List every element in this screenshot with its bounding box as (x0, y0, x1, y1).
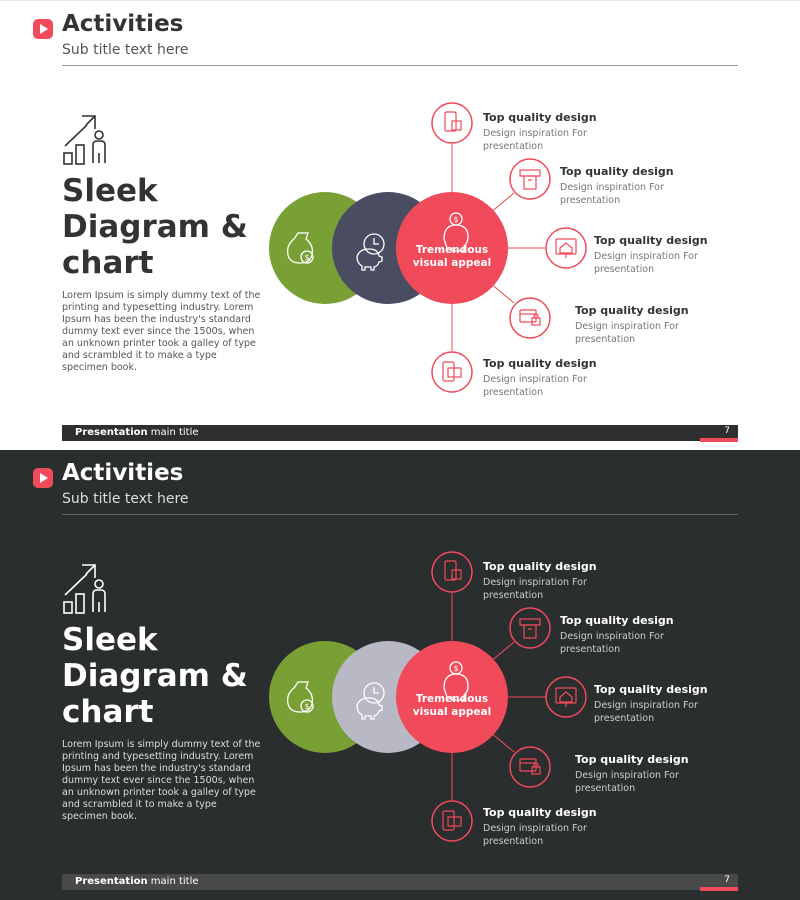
footer-title (75, 427, 199, 438)
node-title-5: Top quality design (483, 806, 597, 819)
node-desc-1: Design inspiration For presentation (483, 128, 587, 152)
center-label-line-1: Tremendous (415, 244, 489, 256)
page-number: 7 (724, 875, 730, 885)
svg-text:$: $ (453, 215, 459, 224)
node-title-2: Top quality design (560, 614, 674, 627)
center-label (398, 693, 506, 719)
center-label-line-2: visual appeal (412, 257, 492, 269)
heading-line-1: Sleek (62, 173, 158, 209)
slide-dark (0, 450, 800, 900)
node-circle-4 (510, 298, 550, 338)
footer-bar (62, 425, 738, 441)
node-circle-4 (510, 747, 550, 787)
node-desc-3: Design inspiration For presentation (594, 251, 698, 275)
slide-title: Activities (62, 460, 184, 486)
footer-title (75, 876, 199, 887)
heading-line-2: Diagram & (62, 658, 248, 694)
node-title-3: Top quality design (594, 683, 708, 696)
node-circle-5 (432, 801, 472, 841)
footer-title-rest: main title (147, 427, 199, 438)
node-title-2: Top quality design (560, 165, 674, 178)
footer-bar (62, 874, 738, 890)
page-accent-bar (700, 887, 738, 891)
node-title-4: Top quality design (575, 304, 689, 317)
venn-diagram (0, 1, 800, 450)
page-number: 7 (724, 426, 730, 436)
node-title-5: Top quality design (483, 357, 597, 370)
node-desc-1: Design inspiration For presentation (483, 577, 587, 601)
footer-title-bold: Presentation (75, 876, 148, 887)
node-circle-2 (510, 159, 550, 199)
slide-title: Activities (62, 11, 184, 37)
node-desc-2: Design inspiration For presentation (560, 631, 664, 655)
svg-text:$: $ (453, 664, 459, 673)
center-label (398, 244, 506, 270)
node-title-1: Top quality design (483, 560, 597, 573)
node-title-4: Top quality design (575, 753, 689, 766)
node-circle-3 (546, 228, 586, 268)
svg-text:$: $ (304, 702, 310, 711)
node-circle-2 (510, 608, 550, 648)
node-desc-5: Design inspiration For presentation (483, 823, 587, 847)
node-desc-2: Design inspiration For presentation (560, 182, 664, 206)
slide-subtitle: Sub title text here (62, 42, 189, 58)
heading-line-3: chart (62, 245, 154, 281)
body-paragraph: Lorem Ipsum is simply dummy text of the printing and typesetting industry. Lorem Ipsum has been the industry's standard dummy text ever since the 1500s, when an unknown printer took a galley of type and scrambled it to make a type specimen book. (62, 290, 261, 373)
node-desc-4: Design inspiration For presentation (575, 321, 679, 345)
center-label-line-2: visual appeal (412, 706, 492, 718)
center-label-line-1: Tremendous (415, 693, 489, 705)
page-accent-bar (700, 438, 738, 442)
node-title-1: Top quality design (483, 111, 597, 124)
body-paragraph: Lorem Ipsum is simply dummy text of the printing and typesetting industry. Lorem Ipsum has been the industry's standard dummy text ever since the 1500s, when an unknown printer took a galley of type and scrambled it to make a type specimen book. (62, 739, 261, 822)
heading-line-2: Diagram & (62, 209, 248, 245)
footer-title-rest: main title (147, 876, 199, 887)
footer-title-bold: Presentation (75, 427, 148, 438)
heading-line-1: Sleek (62, 622, 158, 658)
node-title-3: Top quality design (594, 234, 708, 247)
node-desc-4: Design inspiration For presentation (575, 770, 679, 794)
node-desc-3: Design inspiration For presentation (594, 700, 698, 724)
node-desc-5: Design inspiration For presentation (483, 374, 587, 398)
node-circle-3 (546, 677, 586, 717)
slide-subtitle: Sub title text here (62, 491, 189, 507)
heading-line-3: chart (62, 694, 154, 730)
svg-text:$: $ (304, 253, 310, 262)
venn-diagram (0, 450, 800, 900)
node-circle-5 (432, 352, 472, 392)
